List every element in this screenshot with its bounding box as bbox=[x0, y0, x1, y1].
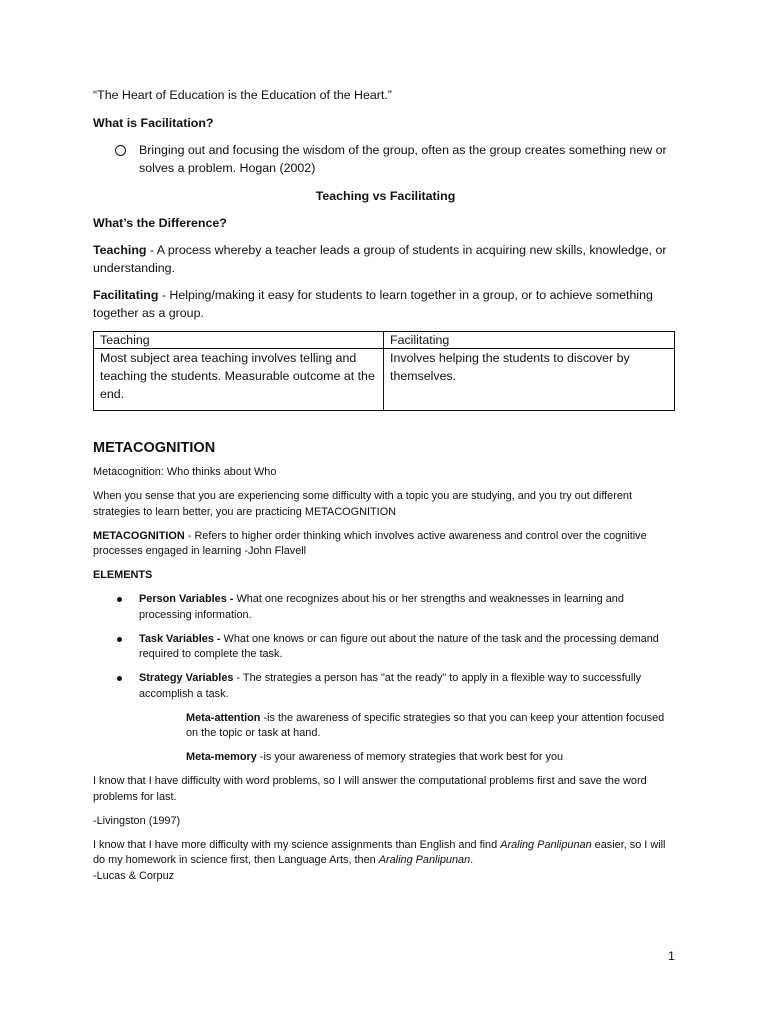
list-item: Strategy Variables - The strategies a person has "at the ready" to apply in a flexible way to successfully accomplish a task. bbox=[93, 671, 678, 702]
example-one-source: -Livingston (1997) bbox=[93, 814, 181, 827]
comparison-table bbox=[93, 331, 675, 411]
example-two-source: -Lucas & Corpuz bbox=[93, 869, 175, 882]
metacognition-title: METACOGNITION bbox=[93, 440, 216, 456]
bullet-dot-icon bbox=[117, 597, 122, 602]
facilitation-bullet bbox=[93, 141, 678, 177]
table-header-row bbox=[94, 332, 675, 349]
teaching-definition: Teaching - A process whereby a teacher leads a group of students in acquiring new skills, knowledge, or understanding. bbox=[93, 243, 667, 275]
document-page bbox=[93, 86, 678, 884]
page-number: 1 bbox=[668, 949, 675, 963]
table-header-facilitating: Facilitating bbox=[384, 332, 675, 349]
example-two: I know that I have more difficulty with my science assignments than English and find Araling Panlipunan easier, so I will do my homework in science first, then Language Arts, then Araling Panlipunan. bbox=[93, 838, 666, 866]
table-cell-teaching: Most subject area teaching involves telling and teaching the students. Measurable outcome at the end. bbox=[94, 349, 384, 411]
elements-heading: ELEMENTS bbox=[93, 569, 153, 581]
meta-attention-definition: Meta-attention -is the awareness of specific strategies so that you can keep your attention focused on the topic or task at hand. bbox=[186, 711, 665, 739]
opening-quote: “The Heart of Education is the Education of the Heart.” bbox=[93, 88, 392, 102]
example-one: I know that I have difficulty with word problems, so I will answer the computational problems first and save the word problems for last. bbox=[93, 775, 647, 803]
circle-bullet-icon bbox=[115, 145, 126, 156]
facilitation-definition: Bringing out and focusing the wisdom of the group, often as the group creates something new or solves a problem. Hogan (2002) bbox=[139, 143, 667, 175]
table-cell-facilitating: Involves helping the students to discover by themselves. bbox=[384, 349, 675, 411]
bullet-dot-icon bbox=[117, 676, 122, 681]
bullet-dot-icon bbox=[117, 637, 122, 642]
metacognition-intro: When you sense that you are experiencing some difficulty with a topic you are studying, and you try out different strategies to learn better, you are practicing METACOGNITION bbox=[93, 490, 632, 518]
list-item: Task Variables - What one knows or can figure out about the nature of the task and the processing demand required to complete the task. bbox=[93, 632, 678, 663]
list-item: Person Variables - What one recognizes about his or her strengths and weaknesses in learning and processing information. bbox=[93, 592, 678, 623]
difference-heading: What’s the Difference? bbox=[93, 216, 227, 230]
metacognition-subtitle: Metacognition: Who thinks about Who bbox=[93, 466, 277, 478]
teaching-vs-title: Teaching vs Facilitating bbox=[315, 189, 456, 203]
metacognition-definition: METACOGNITION - Refers to higher order thinking which involves active awareness and control over the cognitive processes engaged in learning -John Flavell bbox=[93, 529, 647, 557]
facilitating-definition: Facilitating - Helping/making it easy for students to learn together in a group, or to achieve something together as a group. bbox=[93, 288, 653, 320]
meta-memory-definition: Meta-memory -is your awareness of memory strategies that work best for you bbox=[186, 751, 564, 763]
table-header-teaching: Teaching bbox=[94, 332, 384, 349]
table-row bbox=[94, 349, 675, 411]
facilitation-heading: What is Facilitation? bbox=[93, 116, 214, 130]
